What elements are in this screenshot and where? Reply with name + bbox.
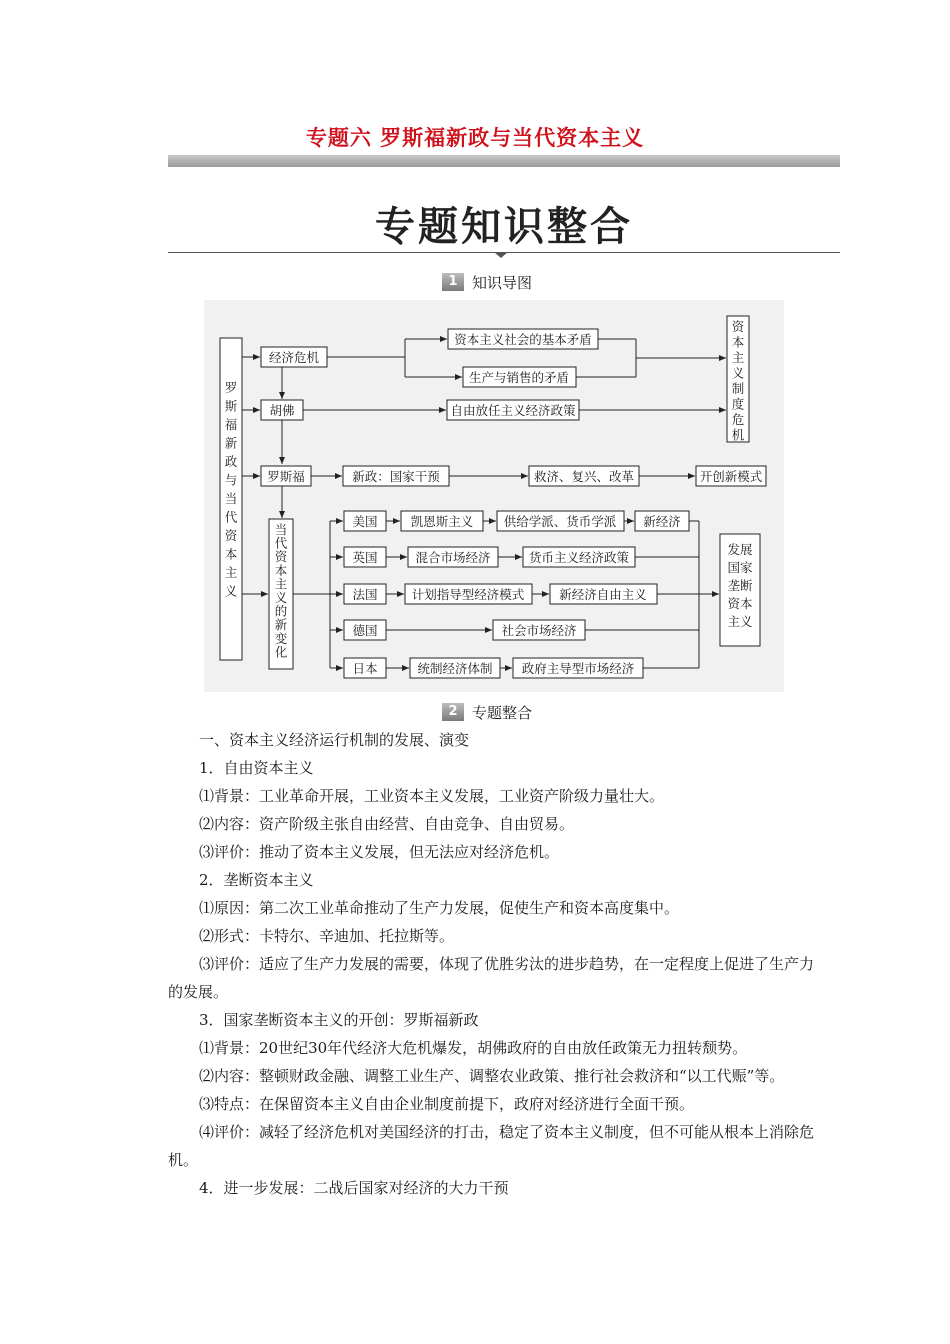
paragraph: ⑴原因：第二次工业革命推动了生产力发展，促使生产和资本高度集中。 xyxy=(199,899,680,917)
vertical-text: 资本主义制度危机 xyxy=(731,319,745,443)
paragraph: ⑵内容：整顿财政金融、调整工业生产、调整农业政策、推行社会救济和“以工代赈”等。 xyxy=(199,1067,785,1085)
contradiction-label: 资本主义社会的基本矛盾 xyxy=(454,332,592,347)
paragraph: ⑴背景：工业革命开展，工业资本主义发展，工业资产阶级力量壮大。 xyxy=(199,787,665,805)
new-deal-label: 新政：国家干预 xyxy=(352,469,440,484)
paragraph: ⑶特点：在保留资本主义自由企业制度前提下，政府对经济进行全面干预。 xyxy=(199,1095,695,1113)
section-label: 专题整合 xyxy=(472,703,533,722)
article-body xyxy=(168,726,818,1202)
uk-step-label: 混合市场经济 xyxy=(415,550,491,565)
section-number-badge: 1 xyxy=(442,273,464,291)
vertical-text: 罗斯福新政与当代资本主义 xyxy=(224,380,238,599)
japan-step-label: 政府主导型市场经济 xyxy=(521,661,635,676)
banner-title: 专题知识整合 xyxy=(375,204,633,250)
wrapped-text: 发展国家垄断资本主义 xyxy=(727,542,753,629)
roosevelt-label: 罗斯福 xyxy=(267,469,305,484)
france-step-label: 新经济自由主义 xyxy=(559,587,647,602)
section-number-badge: 2 xyxy=(442,703,464,721)
uk-step-label: 货币主义经济政策 xyxy=(528,550,630,565)
paragraph: ⑴背景：20世纪30年代经济大危机爆发，胡佛政府的自由放任政策无力扭转颓势。 xyxy=(199,1039,748,1057)
usa-step-label: 凯恩斯主义 xyxy=(410,514,474,529)
changes-label xyxy=(275,522,288,659)
usa-step-label: 供给学派、货币学派 xyxy=(503,514,617,529)
section-heading-mindmap xyxy=(442,272,532,292)
knowledge-map-diagram xyxy=(204,300,784,692)
laissez-faire-label: 自由放任主义经济政策 xyxy=(450,403,576,418)
germany-step-label: 社会市场经济 xyxy=(501,623,577,638)
usa-step-label: 新经济 xyxy=(643,514,681,529)
banner-notch-icon xyxy=(494,248,508,258)
system-crisis-label xyxy=(732,319,745,443)
section-label: 知识导图 xyxy=(472,273,533,292)
hoover-label: 胡佛 xyxy=(269,403,295,418)
document-title: 专题六 罗斯福新政与当代资本主义 xyxy=(305,126,645,150)
paragraph: ⑵内容：资产阶级主张自由经营、自由竞争、自由贸易。 xyxy=(199,815,575,833)
country-label: 日本 xyxy=(352,661,378,676)
vertical-text: 当代资本主义的新变化 xyxy=(274,522,288,660)
knowledge-map-svg xyxy=(204,300,784,692)
subheading: 1．自由资本主义 xyxy=(199,759,314,777)
heading-level1: 一、资本主义经济运行机制的发展、演变 xyxy=(199,731,470,749)
country-label: 德国 xyxy=(352,623,378,638)
new-model-label: 开创新模式 xyxy=(699,469,763,484)
subheading: 3．国家垄断资本主义的开创：罗斯福新政 xyxy=(199,1011,479,1029)
paragraph: ⑵形式：卡特尔、辛迪加、托拉斯等。 xyxy=(199,927,455,945)
relief-label: 救济、复兴、改革 xyxy=(533,469,635,484)
japan-step-label: 统制经济体制 xyxy=(417,661,493,676)
monopoly-result-label xyxy=(727,542,753,629)
paragraph: ⑶评价：适应了生产力发展的需要，体现了优胜劣汰的进步趋势，在一定程度上促进了生产力的发展。 xyxy=(168,955,815,1001)
paragraph: ⑶评价：推动了资本主义发展，但无法应对经济危机。 xyxy=(199,843,560,861)
subheading: 2．垄断资本主义 xyxy=(199,871,314,889)
crisis-label: 经济危机 xyxy=(268,350,320,365)
france-step-label: 计划指导型经济模式 xyxy=(411,587,525,602)
paragraph: ⑷评价：减轻了经济危机对美国经济的打击，稳定了资本主义制度，但不可能从根本上消除危机。 xyxy=(168,1123,815,1169)
country-label: 英国 xyxy=(352,550,378,565)
country-label: 法国 xyxy=(352,587,378,602)
country-label: 美国 xyxy=(352,514,378,529)
prod-sales-label: 生产与销售的矛盾 xyxy=(468,370,570,385)
banner-band xyxy=(168,155,840,167)
section-heading-integration xyxy=(442,702,532,722)
subheading: 4．进一步发展：二战后国家对经济的大力干预 xyxy=(199,1179,509,1197)
section-banner xyxy=(168,155,840,263)
